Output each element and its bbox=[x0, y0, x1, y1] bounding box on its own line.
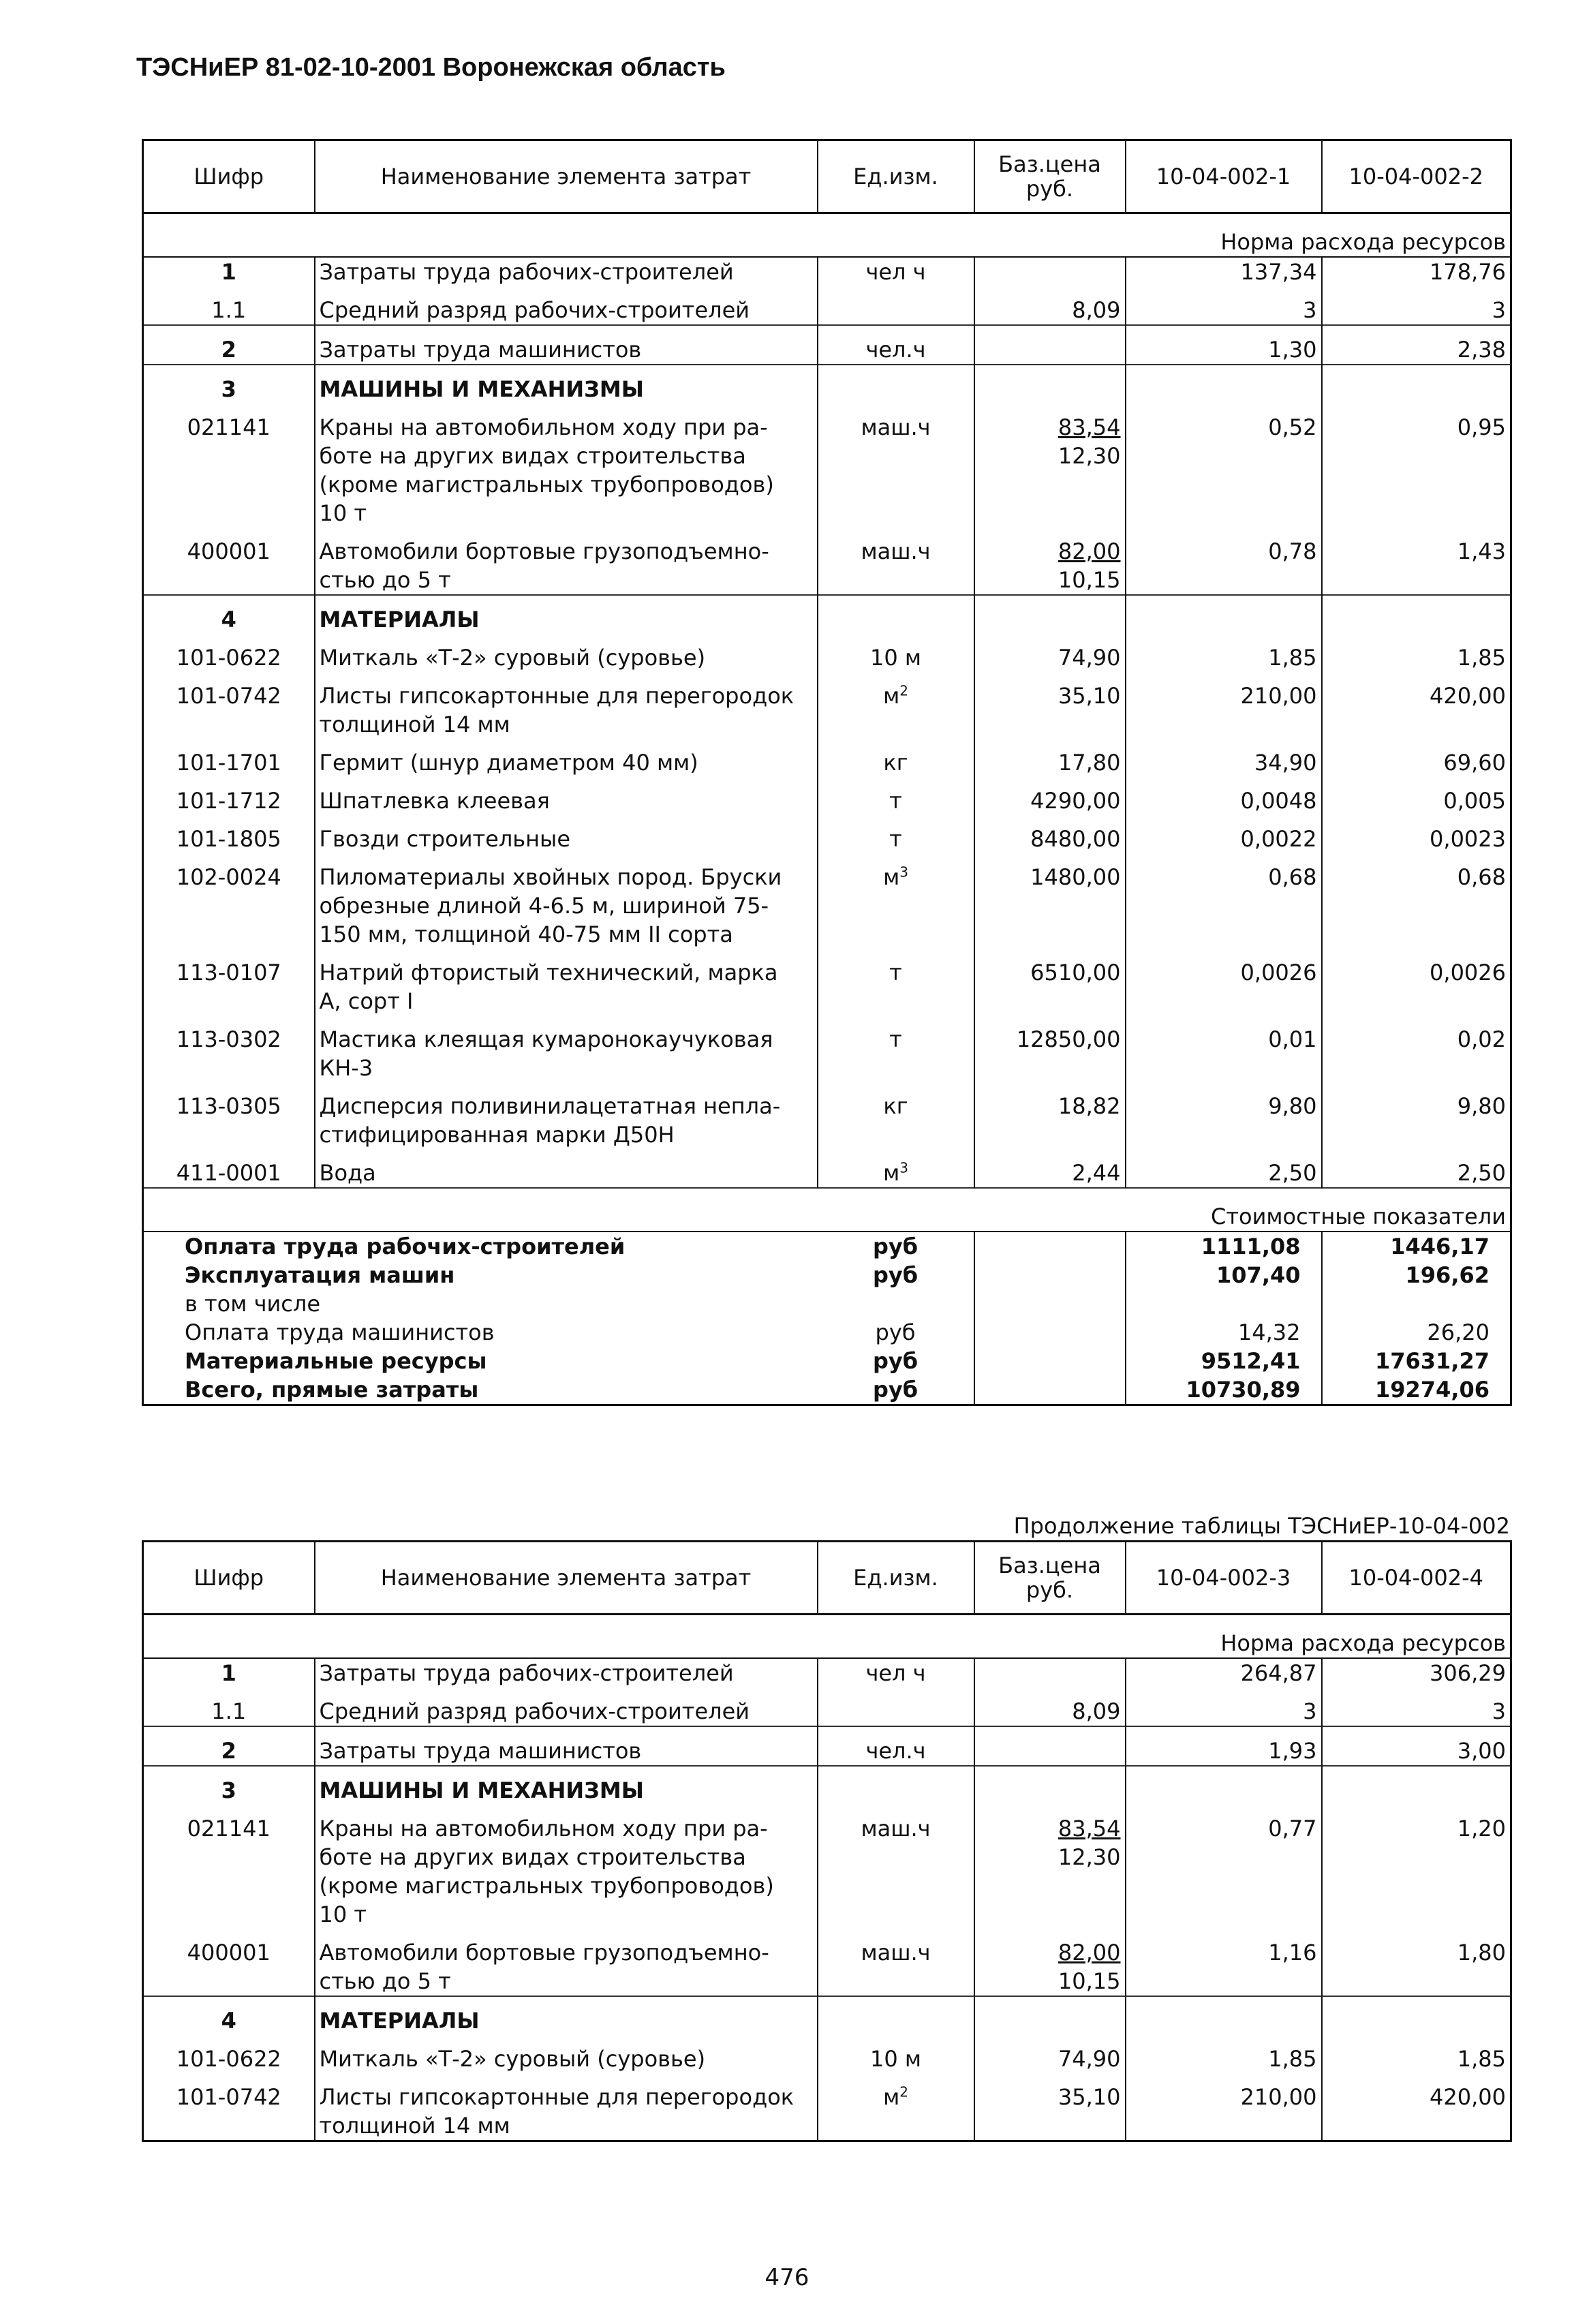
header-unit: Ед.изм. bbox=[818, 1542, 974, 1615]
row-value-2: 0,005 bbox=[1322, 777, 1511, 815]
row-name-line: стифицированная марки Д50Н bbox=[319, 1122, 675, 1148]
resource-table-2 bbox=[142, 1540, 1512, 2142]
row-unit: чел.ч bbox=[818, 325, 974, 365]
header-price bbox=[974, 1542, 1126, 1615]
row-value-1: 1,16 bbox=[1126, 1929, 1322, 1996]
header-price-line1: Баз.цена bbox=[998, 151, 1101, 177]
row-code: 102-0024 bbox=[176, 864, 281, 890]
row-value-2: 0,0026 bbox=[1322, 949, 1511, 1015]
table-row bbox=[143, 739, 1511, 777]
section-row bbox=[143, 1766, 1511, 1805]
row-value-1: 0,0026 bbox=[1126, 949, 1322, 1015]
totals-value-1: 1111,08 bbox=[1126, 1232, 1322, 1261]
row-price-total: 82,00 bbox=[1058, 1940, 1121, 1966]
row-price-total: 83,54 bbox=[1058, 1816, 1121, 1841]
header-name: Наименование элемента затрат bbox=[315, 140, 818, 213]
header-price-line2: руб. bbox=[1025, 1577, 1074, 1603]
norm-label: Норма расхода ресурсов bbox=[143, 213, 1511, 258]
row-value-2: 420,00 bbox=[1322, 672, 1511, 739]
row-name: Затраты труда машинистов bbox=[315, 1726, 818, 1766]
row-code: 113-0107 bbox=[176, 960, 281, 985]
row-value-2: 0,0023 bbox=[1322, 815, 1511, 853]
row-name-line: Краны на автомобильном ходу при ра- bbox=[319, 1816, 768, 1841]
header-price-line1: Баз.цена bbox=[998, 1553, 1101, 1578]
section-code: 3 bbox=[143, 365, 315, 403]
table-row bbox=[143, 1658, 1511, 1687]
totals-value-1: 107,40 bbox=[1126, 1261, 1322, 1289]
table-row bbox=[143, 286, 1511, 325]
row-price: 12850,00 bbox=[974, 1015, 1126, 1082]
row-name-line: толщиной 14 мм bbox=[319, 2113, 510, 2139]
row-value-1: 210,00 bbox=[1126, 2073, 1322, 2141]
row-price-wage: 12,30 bbox=[1058, 1844, 1121, 1870]
row-unit: маш.ч bbox=[818, 1805, 974, 1929]
totals-name: Оплата труда машинистов bbox=[185, 1319, 495, 1345]
row-name-line: Краны на автомобильном ходу при ра- bbox=[319, 414, 768, 440]
row-unit: чел.ч bbox=[818, 1726, 974, 1766]
row-value-1: 0,78 bbox=[1126, 528, 1322, 595]
unit-text: м bbox=[883, 2084, 900, 2110]
totals-name: в том числе bbox=[185, 1291, 320, 1317]
row-value-2: 306,29 bbox=[1322, 1658, 1511, 1687]
section-title: МАТЕРИАЛЫ bbox=[315, 1996, 818, 2035]
totals-name: Всего, прямые затраты bbox=[185, 1377, 479, 1403]
table-row bbox=[143, 528, 1511, 595]
row-name bbox=[315, 528, 818, 595]
row-price: 4290,00 bbox=[974, 777, 1126, 815]
row-price bbox=[974, 1805, 1126, 1929]
row-price: 17,80 bbox=[974, 739, 1126, 777]
unit-exponent: 2 bbox=[899, 2083, 908, 2100]
row-name: Средний разряд рабочих-строителей bbox=[315, 286, 818, 325]
row-value-1: 0,0048 bbox=[1126, 777, 1322, 815]
row-unit: кг bbox=[818, 739, 974, 777]
row-unit bbox=[818, 1687, 974, 1726]
row-name-line: Мастика клеящая кумаронокаучуковая bbox=[319, 1026, 773, 1052]
row-value-2: 178,76 bbox=[1322, 257, 1511, 286]
row-name: Вода bbox=[315, 1149, 818, 1188]
row-value-1: 264,87 bbox=[1126, 1658, 1322, 1687]
row-value-1: 210,00 bbox=[1126, 672, 1322, 739]
row-unit: т bbox=[818, 1015, 974, 1082]
header-col2: 10-04-002-4 bbox=[1322, 1542, 1511, 1615]
row-name: Затраты труда рабочих-строителей bbox=[315, 1658, 818, 1687]
table-row bbox=[143, 257, 1511, 286]
row-unit bbox=[818, 286, 974, 325]
row-price: 8,09 bbox=[974, 1687, 1126, 1726]
row-name: Миткаль «Т-2» суровый (суровье) bbox=[315, 2035, 818, 2073]
row-value-1: 0,01 bbox=[1126, 1015, 1322, 1082]
row-code: 1 bbox=[221, 1660, 236, 1686]
row-code: 101-0622 bbox=[176, 2046, 281, 2072]
row-name: Средний разряд рабочих-строителей bbox=[315, 1687, 818, 1726]
row-value-1: 0,68 bbox=[1126, 853, 1322, 949]
row-code: 1.1 bbox=[211, 297, 247, 323]
table-row bbox=[143, 1687, 1511, 1726]
row-name: Миткаль «Т-2» суровый (суровье) bbox=[315, 634, 818, 672]
row-name: Шпатлевка клеевая bbox=[315, 777, 818, 815]
section-code: 4 bbox=[143, 1996, 315, 2035]
row-price bbox=[974, 403, 1126, 528]
totals-value-2: 19274,06 bbox=[1322, 1375, 1511, 1405]
row-value-2: 69,60 bbox=[1322, 739, 1511, 777]
totals-unit: руб bbox=[875, 1319, 916, 1345]
row-name-line: Дисперсия поливинилацетатная непла- bbox=[319, 1093, 781, 1119]
row-code: 400001 bbox=[187, 538, 271, 564]
section-title: МАШИНЫ И МЕХАНИЗМЫ bbox=[315, 365, 818, 403]
row-code: 113-0302 bbox=[176, 1026, 281, 1052]
row-code: 1 bbox=[221, 259, 236, 285]
row-name bbox=[315, 403, 818, 528]
continuation-caption: Продолжение таблицы ТЭСНиЕР-10-04-002 bbox=[1013, 1513, 1510, 1539]
row-value-1: 3 bbox=[1126, 286, 1322, 325]
row-code: 2 bbox=[143, 325, 315, 365]
row-code: 2 bbox=[143, 1726, 315, 1766]
totals-name: Эксплуатация машин bbox=[185, 1262, 455, 1288]
row-value-1: 1,30 bbox=[1126, 325, 1322, 365]
section-row bbox=[143, 1996, 1511, 2035]
row-name-line: (кроме магистральных трубопроводов) bbox=[319, 1873, 774, 1899]
row-name-line: Натрий фтористый технический, марка bbox=[319, 960, 778, 985]
row-value-1: 34,90 bbox=[1126, 739, 1322, 777]
unit-exponent: 3 bbox=[899, 1159, 908, 1176]
row-price: 8480,00 bbox=[974, 815, 1126, 853]
header-unit: Ед.изм. bbox=[818, 140, 974, 213]
row-unit: кг bbox=[818, 1082, 974, 1149]
row-price bbox=[974, 325, 1126, 365]
row-name-line: 10 т bbox=[319, 1901, 367, 1927]
table-row bbox=[143, 634, 1511, 672]
table-row bbox=[143, 1726, 1511, 1766]
totals-row bbox=[143, 1347, 1511, 1375]
row-unit bbox=[818, 2073, 974, 2141]
row-value-2: 3,00 bbox=[1322, 1726, 1511, 1766]
row-name bbox=[315, 672, 818, 739]
section-row bbox=[143, 365, 1511, 403]
totals-row bbox=[143, 1232, 1511, 1261]
row-code: 101-1701 bbox=[176, 750, 281, 776]
row-name-line: А, сорт I bbox=[319, 988, 414, 1014]
totals-row bbox=[143, 1318, 1511, 1347]
row-value-1: 1,93 bbox=[1126, 1726, 1322, 1766]
row-value-1: 137,34 bbox=[1126, 257, 1322, 286]
row-name bbox=[315, 2073, 818, 2141]
row-name bbox=[315, 1929, 818, 1996]
totals-value-2: 196,62 bbox=[1322, 1261, 1511, 1289]
table-row bbox=[143, 1929, 1511, 1996]
row-unit: маш.ч bbox=[818, 403, 974, 528]
section-title: МАТЕРИАЛЫ bbox=[315, 595, 818, 634]
row-value-2: 2,50 bbox=[1322, 1149, 1511, 1188]
table-row bbox=[143, 2073, 1511, 2141]
row-price bbox=[974, 1726, 1126, 1766]
row-value-1: 1,85 bbox=[1126, 2035, 1322, 2073]
section-title: МАШИНЫ И МЕХАНИЗМЫ bbox=[315, 1766, 818, 1805]
table-row bbox=[143, 1805, 1511, 1929]
totals-name: Оплата труда рабочих-строителей bbox=[185, 1234, 626, 1259]
totals-unit: руб bbox=[872, 1234, 919, 1259]
row-name bbox=[315, 1805, 818, 1929]
row-value-2: 1,85 bbox=[1322, 634, 1511, 672]
section-code: 3 bbox=[143, 1766, 315, 1805]
row-value-2: 1,85 bbox=[1322, 2035, 1511, 2073]
row-price: 2,44 bbox=[974, 1149, 1126, 1188]
row-name-line: Пиломатериалы хвойных пород. Бруски bbox=[319, 864, 782, 890]
totals-unit: руб bbox=[872, 1377, 919, 1403]
table-row bbox=[143, 672, 1511, 739]
row-code: 400001 bbox=[187, 1940, 271, 1966]
row-name-line: боте на других видах строительства bbox=[319, 1844, 746, 1870]
row-value-1: 0,77 bbox=[1126, 1805, 1322, 1929]
header-code: Шифр bbox=[143, 1542, 315, 1615]
row-value-1: 0,0022 bbox=[1126, 815, 1322, 853]
row-price-wage: 10,15 bbox=[1058, 567, 1121, 593]
totals-value-1: 9512,41 bbox=[1126, 1347, 1322, 1375]
row-code: 101-0742 bbox=[176, 683, 281, 709]
row-value-1: 0,52 bbox=[1126, 403, 1322, 528]
totals-row bbox=[143, 1375, 1511, 1405]
table-row bbox=[143, 2035, 1511, 2073]
row-name-line: Листы гипсокартонные для перегородок bbox=[319, 2084, 794, 2110]
row-name-line: стью до 5 т bbox=[319, 567, 451, 593]
row-price: 35,10 bbox=[974, 672, 1126, 739]
table-row bbox=[143, 1082, 1511, 1149]
row-price bbox=[974, 257, 1126, 286]
row-name-line: толщиной 14 мм bbox=[319, 712, 510, 737]
totals-value-1: 10730,89 bbox=[1126, 1375, 1322, 1405]
row-name: Гвозди строительные bbox=[315, 815, 818, 853]
row-name-line: боте на других видах строительства bbox=[319, 443, 746, 469]
table-header-row bbox=[143, 140, 1511, 213]
table-header-row bbox=[143, 1542, 1511, 1615]
row-name: Затраты труда машинистов bbox=[315, 325, 818, 365]
row-value-1: 9,80 bbox=[1126, 1082, 1322, 1149]
row-code: 101-0622 bbox=[176, 645, 281, 671]
row-code: 021141 bbox=[187, 414, 271, 440]
table-row bbox=[143, 949, 1511, 1015]
row-price: 18,82 bbox=[974, 1082, 1126, 1149]
table-row bbox=[143, 325, 1511, 365]
row-value-2: 3 bbox=[1322, 1687, 1511, 1726]
norm-label: Норма расхода ресурсов bbox=[143, 1615, 1511, 1659]
row-unit bbox=[818, 672, 974, 739]
row-value-1: 2,50 bbox=[1126, 1149, 1322, 1188]
page-number: 476 bbox=[765, 2264, 809, 2291]
totals-row bbox=[143, 1289, 1511, 1318]
row-name-line: (кроме магистральных трубопроводов) bbox=[319, 472, 774, 498]
row-value-2: 1,80 bbox=[1322, 1929, 1511, 1996]
totals-value-2: 17631,27 bbox=[1322, 1347, 1511, 1375]
row-unit: маш.ч bbox=[818, 528, 974, 595]
row-code: 101-1805 bbox=[176, 826, 281, 852]
row-price-wage: 10,15 bbox=[1058, 1968, 1121, 1994]
row-value-2: 420,00 bbox=[1322, 2073, 1511, 2141]
row-value-2: 1,43 bbox=[1322, 528, 1511, 595]
row-unit bbox=[818, 853, 974, 949]
row-name: Затраты труда рабочих-строителей bbox=[315, 257, 818, 286]
unit-text: м bbox=[883, 864, 900, 890]
totals-unit: руб bbox=[872, 1262, 919, 1288]
row-unit: т bbox=[818, 777, 974, 815]
row-price bbox=[974, 1929, 1126, 1996]
row-name-line: 10 т bbox=[319, 500, 367, 526]
row-price-total: 82,00 bbox=[1058, 538, 1121, 564]
table-row bbox=[143, 403, 1511, 528]
unit-text: м bbox=[883, 1160, 900, 1186]
row-name: Гермит (шнур диаметром 40 мм) bbox=[315, 739, 818, 777]
header-price-line2: руб. bbox=[1025, 176, 1074, 202]
row-price: 8,09 bbox=[974, 286, 1126, 325]
header-code: Шифр bbox=[143, 140, 315, 213]
row-code: 101-1712 bbox=[176, 788, 281, 814]
totals-value-1: 14,32 bbox=[1126, 1318, 1322, 1347]
totals-value-2: 1446,17 bbox=[1322, 1232, 1511, 1261]
row-unit: чел ч bbox=[818, 257, 974, 286]
row-price: 35,10 bbox=[974, 2073, 1126, 2141]
header-col1: 10-04-002-1 bbox=[1126, 140, 1322, 213]
row-value-2: 0,68 bbox=[1322, 853, 1511, 949]
row-price: 74,90 bbox=[974, 634, 1126, 672]
table-row bbox=[143, 815, 1511, 853]
row-unit bbox=[818, 1149, 974, 1188]
header-name: Наименование элемента затрат bbox=[315, 1542, 818, 1615]
totals-value-2: 26,20 bbox=[1322, 1318, 1511, 1347]
table-row bbox=[143, 1015, 1511, 1082]
row-name-line: Автомобили бортовые грузоподъемно- bbox=[319, 1940, 769, 1966]
row-code: 113-0305 bbox=[176, 1093, 281, 1119]
row-code: 101-0742 bbox=[176, 2084, 281, 2110]
row-name bbox=[315, 1082, 818, 1149]
row-price-total: 83,54 bbox=[1058, 414, 1121, 440]
row-name-line: стью до 5 т bbox=[319, 1968, 451, 1994]
row-price: 6510,00 bbox=[974, 949, 1126, 1015]
table-row bbox=[143, 1149, 1511, 1188]
row-price bbox=[974, 528, 1126, 595]
row-name-line: Листы гипсокартонные для перегородок bbox=[319, 683, 794, 709]
resource-table-1 bbox=[142, 139, 1512, 1406]
row-unit: 10 м bbox=[818, 634, 974, 672]
row-name-line: Автомобили бортовые грузоподъемно- bbox=[319, 538, 769, 564]
header-col2: 10-04-002-2 bbox=[1322, 140, 1511, 213]
header-col1: 10-04-002-3 bbox=[1126, 1542, 1322, 1615]
row-name bbox=[315, 1015, 818, 1082]
row-value-1: 3 bbox=[1126, 1687, 1322, 1726]
section-code: 4 bbox=[143, 595, 315, 634]
row-name bbox=[315, 949, 818, 1015]
table-row bbox=[143, 777, 1511, 815]
row-name bbox=[315, 853, 818, 949]
row-value-2: 0,02 bbox=[1322, 1015, 1511, 1082]
row-value-2: 9,80 bbox=[1322, 1082, 1511, 1149]
table-row bbox=[143, 853, 1511, 949]
row-unit: т bbox=[818, 815, 974, 853]
row-value-1: 1,85 bbox=[1126, 634, 1322, 672]
row-code: 411-0001 bbox=[176, 1160, 281, 1186]
row-code: 1.1 bbox=[211, 1698, 247, 1724]
row-unit: 10 м bbox=[818, 2035, 974, 2073]
totals-unit: руб bbox=[872, 1348, 919, 1374]
totals-row bbox=[143, 1261, 1511, 1289]
header-price bbox=[974, 140, 1126, 213]
row-price: 74,90 bbox=[974, 2035, 1126, 2073]
row-value-2: 1,20 bbox=[1322, 1805, 1511, 1929]
cost-label: Стоимостные показатели bbox=[143, 1188, 1511, 1232]
row-unit: маш.ч bbox=[818, 1929, 974, 1996]
row-value-2: 0,95 bbox=[1322, 403, 1511, 528]
row-price-wage: 12,30 bbox=[1058, 443, 1121, 469]
unit-exponent: 2 bbox=[899, 682, 908, 699]
section-row bbox=[143, 595, 1511, 634]
unit-text: м bbox=[883, 683, 900, 709]
row-unit: т bbox=[818, 949, 974, 1015]
unit-exponent: 3 bbox=[899, 863, 908, 881]
row-value-2: 2,38 bbox=[1322, 325, 1511, 365]
row-name-line: 150 мм, толщиной 40-75 мм II сорта bbox=[319, 921, 733, 947]
row-unit: чел ч bbox=[818, 1658, 974, 1687]
row-code: 021141 bbox=[187, 1816, 271, 1841]
totals-name: Материальные ресурсы bbox=[185, 1348, 487, 1374]
page-title: ТЭСНиЕР 81-02-10-2001 Воронежская область bbox=[136, 53, 726, 82]
row-price: 1480,00 bbox=[974, 853, 1126, 949]
row-value-2: 3 bbox=[1322, 286, 1511, 325]
row-name-line: обрезные длиной 4-6.5 м, шириной 75- bbox=[319, 893, 769, 919]
row-price bbox=[974, 1658, 1126, 1687]
row-name-line: КН-3 bbox=[319, 1055, 373, 1081]
